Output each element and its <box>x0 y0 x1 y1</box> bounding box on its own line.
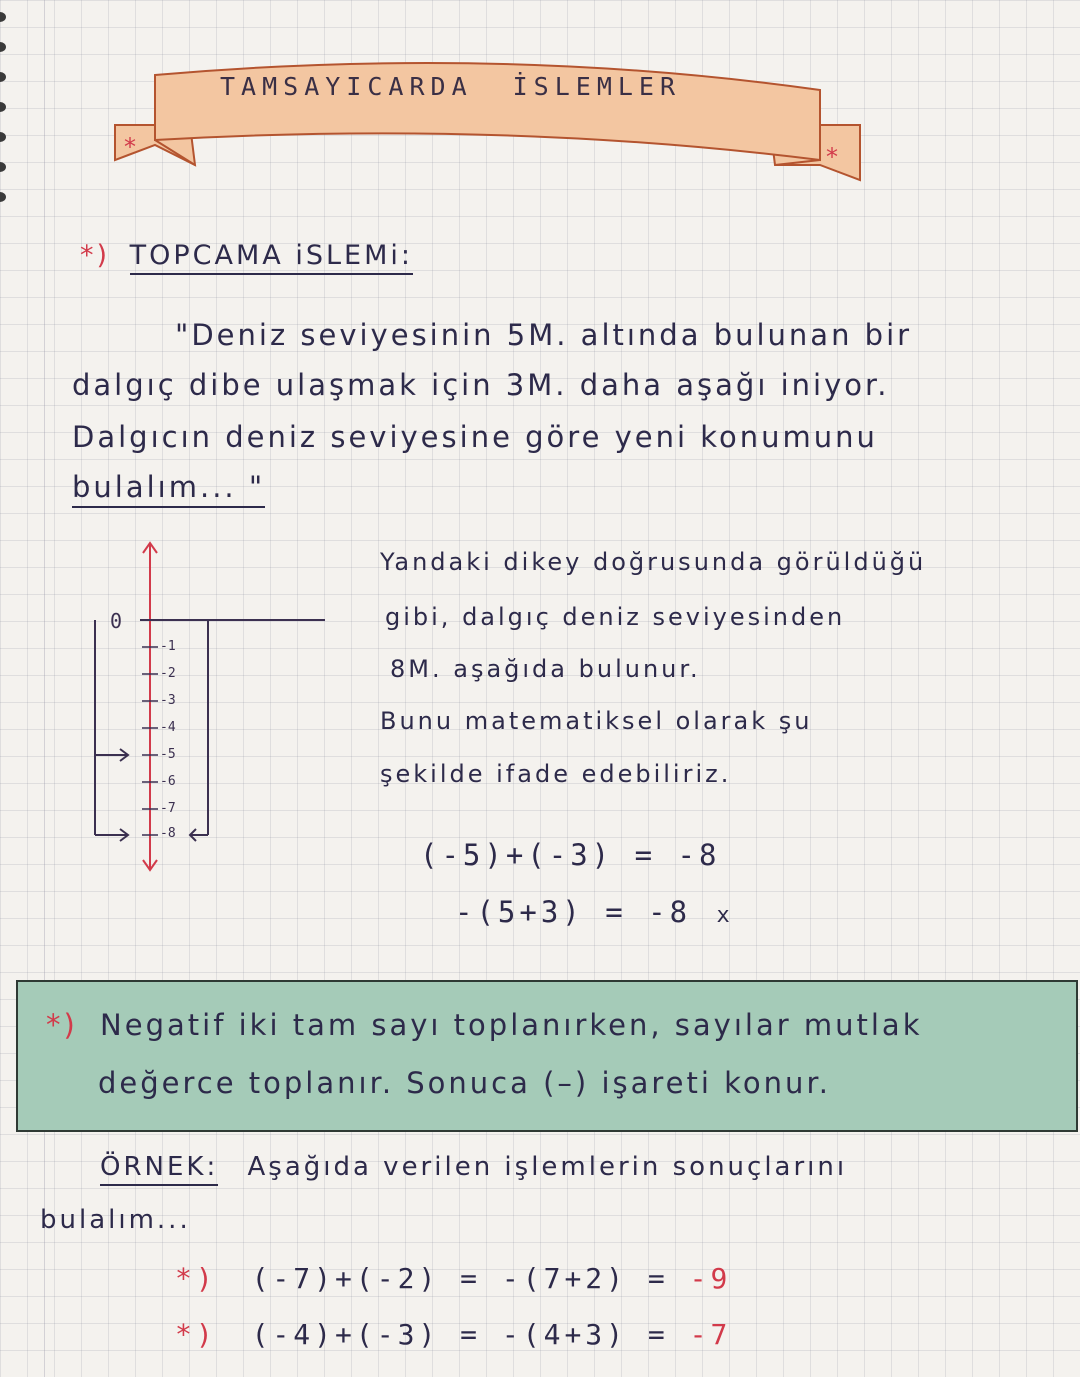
tick-label: -2 <box>160 666 176 681</box>
equation-1: (-5)+(-3) = -8 <box>420 838 721 872</box>
ribbon-star-left: * <box>124 133 136 161</box>
quote-line-2: dalgıç dibe ulaşmak için 3M. daha aşağı iniyor. <box>72 368 890 402</box>
quote-line-3: Dalgıcın deniz seviyesine göre yeni konumunu <box>72 420 878 454</box>
tick-label: -7 <box>160 801 176 816</box>
tick-label: -3 <box>160 693 176 708</box>
example-intro-line-2: bulalım... <box>40 1205 191 1235</box>
tick-label: -6 <box>160 774 176 789</box>
depth-number-line <box>90 535 350 880</box>
explanation-line-3: 8M. aşağıda bulunur. <box>390 655 701 683</box>
quote-line-4: bulalım... " <box>72 470 265 504</box>
example-intro: ÖRNEK: Aşağıda verilen işlemlerin sonuçlarını <box>100 1152 847 1182</box>
section-heading: *) TOPCAMA iSLEMi: <box>80 240 413 271</box>
explanation-line-4: Bunu matematiksel olarak şu <box>380 707 813 735</box>
example-item: *) (-7)+(-2) = -(7+2) = -9 <box>175 1262 732 1295</box>
explanation-line-5: şekilde ifade edebiliriz. <box>380 760 732 788</box>
quote-line-1: "Deniz seviyesinin 5M. altında bulunan bir <box>175 318 913 352</box>
spiral-binding <box>0 0 14 1377</box>
title-ribbon <box>110 50 870 190</box>
ribbon-star-right: * <box>826 143 838 171</box>
tick-zero: 0 <box>110 609 123 633</box>
tick-label: -1 <box>160 639 176 654</box>
rule-line-1: *) Negatif iki tam sayı toplanırken, sayılar mutlak <box>46 1008 923 1042</box>
explanation-line-2: gibi, dalgıç deniz seviyesinden <box>385 603 846 631</box>
tick-label: -5 <box>160 747 176 762</box>
tick-label: -4 <box>160 720 176 735</box>
example-item: *) (-4)+(-3) = -(4+3) = -7 <box>175 1318 732 1351</box>
equation-2: -(5+3) = -8 x <box>455 895 734 929</box>
rule-box <box>16 980 1078 1132</box>
margin-line <box>44 0 45 1377</box>
page-title: TAMSAYICARDA İSLEMLER <box>220 72 682 101</box>
explanation-line-1: Yandaki dikey doğrusunda görüldüğü <box>380 548 927 576</box>
tick-label: -8 <box>160 826 176 841</box>
rule-line-2: değerce toplanır. Sonuca (–) işareti konur. <box>98 1066 831 1100</box>
